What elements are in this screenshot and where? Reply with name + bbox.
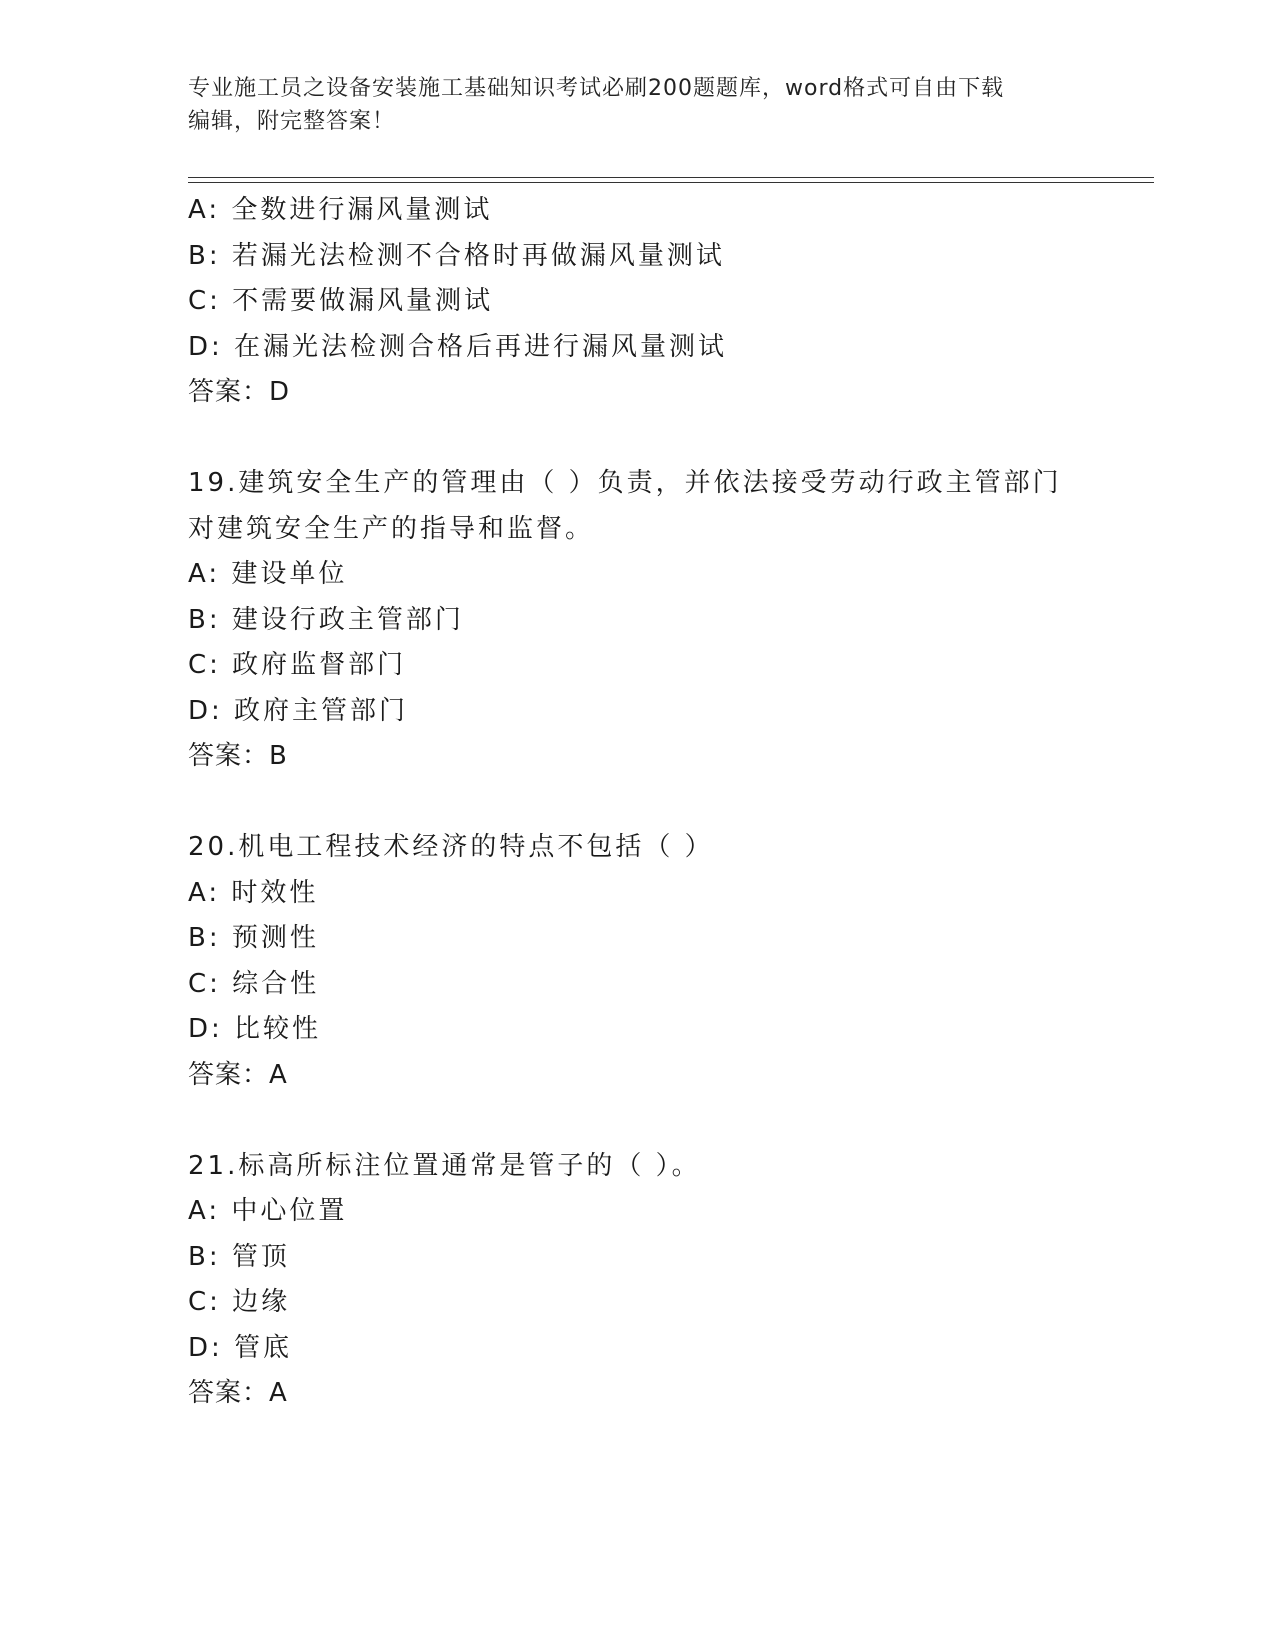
question-list bbox=[188, 188, 1088, 1417]
answer: 答案：D bbox=[188, 377, 291, 407]
option-c: C: 综合性 bbox=[188, 968, 320, 999]
option-b: B: 预测性 bbox=[188, 923, 319, 953]
option-a: A: 全数进行漏风量测试 bbox=[188, 195, 493, 225]
option-d: D: 比较性 bbox=[188, 1014, 322, 1044]
header-line-1: 专业施工员之设备安装施工基础知识考试必刷200题题库，word格式可自由下载 bbox=[188, 76, 1005, 101]
question-18 bbox=[188, 188, 1088, 416]
option-b: B: 若漏光法检测不合格时再做漏风量测试 bbox=[188, 240, 725, 271]
option-c: C: 边缘 bbox=[188, 1287, 291, 1317]
option-d: D: 在漏光法检测合格后再进行漏风量测试 bbox=[188, 331, 728, 362]
answer: 答案：A bbox=[188, 1378, 288, 1408]
option-c: C: 不需要做漏风量测试 bbox=[188, 286, 494, 316]
question-stem: 20.机电工程技术经济的特点不包括（ ） bbox=[188, 832, 714, 862]
option-c: C: 政府监督部门 bbox=[188, 650, 407, 680]
spacer bbox=[188, 1098, 1088, 1144]
question-19 bbox=[188, 461, 1088, 780]
option-a: A: 建设单位 bbox=[188, 559, 348, 589]
header-rule-bottom bbox=[188, 182, 1154, 183]
spacer bbox=[188, 780, 1088, 826]
question-stem: 21.标高所标注位置通常是管子的（ ）。 bbox=[188, 1150, 701, 1181]
document-header bbox=[188, 72, 1088, 138]
option-b: B: 管顶 bbox=[188, 1241, 290, 1272]
header-line-2: 编辑，附完整答案！ bbox=[188, 109, 396, 134]
option-d: D: 管底 bbox=[188, 1332, 293, 1363]
question-stem-continued: 对建筑安全生产的指导和监督。 bbox=[188, 513, 595, 544]
option-a: A: 中心位置 bbox=[188, 1196, 348, 1226]
question-stem: 19.建筑安全生产的管理由（ ）负责，并依法接受劳动行政主管部门 bbox=[188, 468, 1062, 498]
answer: 答案：B bbox=[188, 741, 288, 771]
spacer bbox=[188, 416, 1088, 462]
option-d: D: 政府主管部门 bbox=[188, 695, 409, 726]
option-a: A: 时效性 bbox=[188, 877, 319, 908]
question-20 bbox=[188, 825, 1088, 1098]
question-21 bbox=[188, 1144, 1088, 1417]
answer: 答案：A bbox=[188, 1059, 288, 1090]
header-rule-top bbox=[188, 177, 1154, 178]
option-b: B: 建设行政主管部门 bbox=[188, 604, 464, 635]
